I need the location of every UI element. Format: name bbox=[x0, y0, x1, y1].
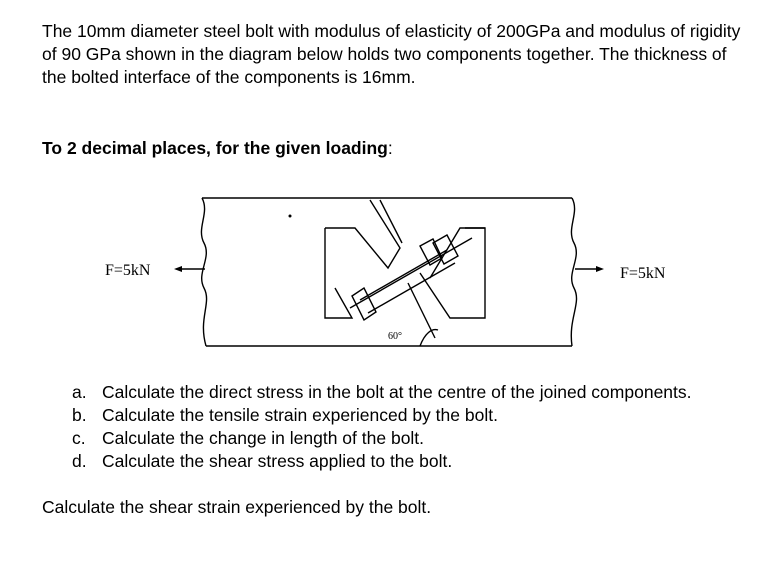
list-marker: b. bbox=[72, 405, 87, 425]
question-list bbox=[42, 381, 722, 473]
plate-left-break bbox=[201, 198, 206, 346]
subheading-text: To 2 decimal places, for the given loading bbox=[42, 138, 388, 158]
list-marker: c. bbox=[72, 428, 86, 448]
list-item bbox=[72, 450, 722, 473]
plate-right-break bbox=[571, 198, 576, 346]
list-marker: a. bbox=[72, 382, 87, 402]
list-marker: d. bbox=[72, 451, 87, 471]
subheading bbox=[42, 137, 742, 160]
final-question: Calculate the shear strain experienced by the bolt. bbox=[42, 497, 432, 517]
right-force-label: F=5kN bbox=[620, 265, 666, 282]
lower-component bbox=[325, 228, 352, 318]
question-text: Calculate the direct stress in the bolt at the centre of the joined components. bbox=[102, 382, 692, 402]
question-text: Calculate the shear stress applied to the bolt. bbox=[102, 451, 453, 471]
list-item bbox=[72, 404, 722, 427]
bolt-nut bbox=[433, 235, 458, 264]
problem-intro: The 10mm diameter steel bolt with modulus of elasticity of 200GPa and modulus of rigidity of 90 GPa shown in the diagram below holds two components together. The thickness of the bolted interface of the components is 16mm. bbox=[42, 21, 741, 87]
list-item bbox=[72, 427, 722, 450]
bolted-joint-diagram bbox=[90, 188, 710, 363]
question-text: Calculate the tensile strain experienced by the bolt. bbox=[102, 405, 498, 425]
left-force-label: F=5kN bbox=[105, 262, 151, 279]
angle-label: 60° bbox=[388, 331, 402, 342]
upper-component bbox=[325, 200, 400, 268]
subheading-colon: : bbox=[387, 138, 393, 158]
list-item bbox=[72, 381, 722, 404]
question-text: Calculate the change in length of the bolt. bbox=[102, 428, 425, 448]
